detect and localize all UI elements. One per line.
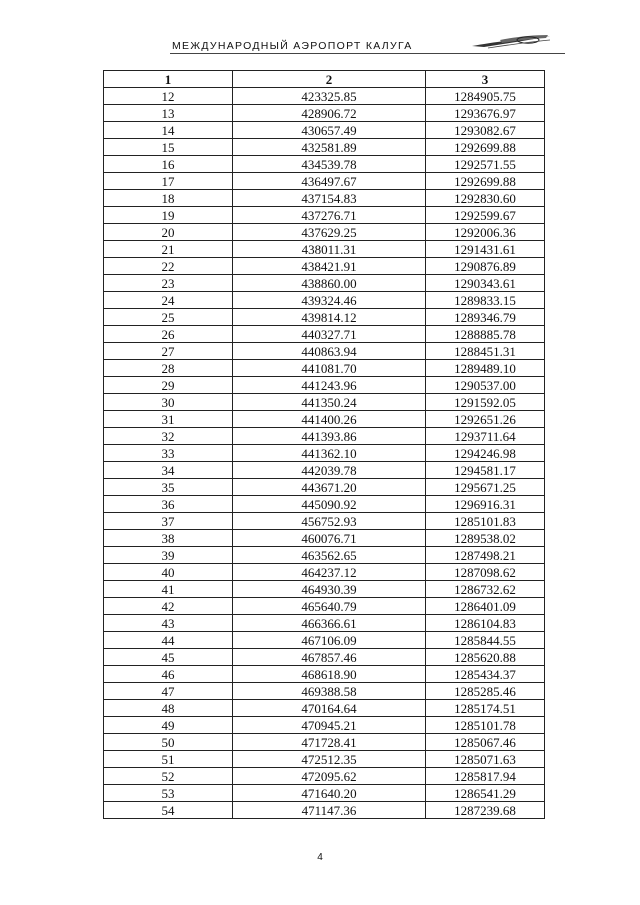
table-row [104,734,545,751]
table-cell: 1285174.51 [426,700,545,717]
table-cell: 32 [104,428,233,445]
table-cell: 1287498.21 [426,547,545,564]
table-cell: 468618.90 [233,666,426,683]
table-row [104,547,545,564]
table-cell: 20 [104,224,233,241]
table-cell: 1289538.02 [426,530,545,547]
table-row [104,768,545,785]
table-cell: 1293676.97 [426,105,545,122]
table-cell: 1288885.78 [426,326,545,343]
table-cell: 28 [104,360,233,377]
table-row [104,564,545,581]
table-cell: 1286541.29 [426,785,545,802]
table-cell: 1296916.31 [426,496,545,513]
table-row [104,139,545,156]
table-cell: 14 [104,122,233,139]
table-row [104,717,545,734]
table-cell: 1293082.67 [426,122,545,139]
table-cell: 464930.39 [233,581,426,598]
table-row [104,666,545,683]
table-cell: 456752.93 [233,513,426,530]
table-cell: 1285434.37 [426,666,545,683]
table-cell: 467857.46 [233,649,426,666]
header-title: МЕЖДУНАРОДНЫЙ АЭРОПОРТ КАЛУГА [172,40,413,52]
table-cell: 54 [104,802,233,819]
table-cell: 1287239.68 [426,802,545,819]
table-cell: 44 [104,632,233,649]
table-cell: 39 [104,547,233,564]
table-cell: 428906.72 [233,105,426,122]
table-cell: 1294246.98 [426,445,545,462]
table-row [104,377,545,394]
table-row [104,258,545,275]
table-row [104,326,545,343]
table-cell: 438011.31 [233,241,426,258]
table-cell: 441362.10 [233,445,426,462]
table-row [104,394,545,411]
table-cell: 1285067.46 [426,734,545,751]
table-cell: 1286104.83 [426,615,545,632]
table-row [104,207,545,224]
table-cell: 24 [104,292,233,309]
table-cell: 12 [104,88,233,105]
table-cell: 1290537.00 [426,377,545,394]
table-row [104,632,545,649]
table-cell: 33 [104,445,233,462]
table-cell: 1292830.60 [426,190,545,207]
table-cell: 15 [104,139,233,156]
table-row [104,88,545,105]
table-row [104,122,545,139]
table-row [104,343,545,360]
page-number: 4 [317,852,323,863]
table-cell: 38 [104,530,233,547]
table-row [104,581,545,598]
table-row [104,598,545,615]
table-cell: 53 [104,785,233,802]
table-row [104,190,545,207]
table-cell: 432581.89 [233,139,426,156]
table-row [104,785,545,802]
table-cell: 37 [104,513,233,530]
table-cell: 21 [104,241,233,258]
table-cell: 423325.85 [233,88,426,105]
table-cell: 1286732.62 [426,581,545,598]
table-cell: 437629.25 [233,224,426,241]
table-cell: 437154.83 [233,190,426,207]
table-cell: 45 [104,649,233,666]
table-cell: 36 [104,496,233,513]
table-cell: 440863.94 [233,343,426,360]
table-cell: 50 [104,734,233,751]
table-row [104,649,545,666]
table-cell: 460076.71 [233,530,426,547]
table-cell: 25 [104,309,233,326]
table-cell: 51 [104,751,233,768]
table-cell: 472512.35 [233,751,426,768]
table-cell: 19 [104,207,233,224]
table-cell: 470945.21 [233,717,426,734]
table-cell: 1292699.88 [426,173,545,190]
table-row [104,530,545,547]
table-cell: 464237.12 [233,564,426,581]
table-cell: 35 [104,479,233,496]
table-cell: 1291592.05 [426,394,545,411]
table-cell: 34 [104,462,233,479]
table-cell: 438421.91 [233,258,426,275]
table-row [104,275,545,292]
table-row [104,292,545,309]
table-cell: 30 [104,394,233,411]
table-cell: 43 [104,615,233,632]
table-cell: 48 [104,700,233,717]
table-cell: 1294581.17 [426,462,545,479]
table-body [104,88,545,819]
table-cell: 442039.78 [233,462,426,479]
table-cell: 13 [104,105,233,122]
table-cell: 445090.92 [233,496,426,513]
table-row [104,615,545,632]
table-cell: 1288451.31 [426,343,545,360]
table-cell: 1289346.79 [426,309,545,326]
table-row [104,479,545,496]
table-cell: 436497.67 [233,173,426,190]
table-cell: 466366.61 [233,615,426,632]
table-cell: 472095.62 [233,768,426,785]
table-row [104,105,545,122]
table-cell: 1290343.61 [426,275,545,292]
table-cell: 470164.64 [233,700,426,717]
table-cell: 1292599.67 [426,207,545,224]
table-cell: 29 [104,377,233,394]
table-cell: 441393.86 [233,428,426,445]
table-row [104,751,545,768]
table-cell: 1295671.25 [426,479,545,496]
table-row [104,309,545,326]
table-cell: 438860.00 [233,275,426,292]
table-cell: 441081.70 [233,360,426,377]
table-cell: 1285817.94 [426,768,545,785]
table-cell: 1285285.46 [426,683,545,700]
table-cell: 18 [104,190,233,207]
table-row [104,428,545,445]
table-cell: 463562.65 [233,547,426,564]
table-cell: 1292571.55 [426,156,545,173]
table-cell: 1289833.15 [426,292,545,309]
table-cell: 1285101.83 [426,513,545,530]
column-header: 1 [104,71,233,88]
table-cell: 27 [104,343,233,360]
table-cell: 1285844.55 [426,632,545,649]
table-cell: 439324.46 [233,292,426,309]
table-row [104,411,545,428]
table-cell: 16 [104,156,233,173]
table-cell: 430657.49 [233,122,426,139]
table-cell: 441350.24 [233,394,426,411]
table-row [104,224,545,241]
table-row [104,802,545,819]
table-cell: 440327.71 [233,326,426,343]
table-cell: 26 [104,326,233,343]
table-cell: 467106.09 [233,632,426,649]
table-row [104,683,545,700]
table-cell: 1286401.09 [426,598,545,615]
table-cell: 437276.71 [233,207,426,224]
table-cell: 1289489.10 [426,360,545,377]
table-cell: 443671.20 [233,479,426,496]
table-cell: 1287098.62 [426,564,545,581]
table-cell: 22 [104,258,233,275]
table-cell: 1291431.61 [426,241,545,258]
table-cell: 1292699.88 [426,139,545,156]
table-cell: 1285620.88 [426,649,545,666]
table-cell: 1290876.89 [426,258,545,275]
table-cell: 1293711.64 [426,428,545,445]
table-cell: 1284905.75 [426,88,545,105]
column-header: 3 [426,71,545,88]
table-row [104,445,545,462]
table-cell: 471728.41 [233,734,426,751]
table-row [104,700,545,717]
table-cell: 17 [104,173,233,190]
table-cell: 1285101.78 [426,717,545,734]
page-header [0,0,640,60]
table-cell: 469388.58 [233,683,426,700]
table-cell: 434539.78 [233,156,426,173]
table-cell: 47 [104,683,233,700]
table-cell: 46 [104,666,233,683]
table-cell: 471640.20 [233,785,426,802]
table-row [104,513,545,530]
table-cell: 1285071.63 [426,751,545,768]
table-row [104,360,545,377]
table-cell: 42 [104,598,233,615]
table-cell: 441400.26 [233,411,426,428]
column-header: 2 [233,71,426,88]
table-cell: 52 [104,768,233,785]
table-cell: 465640.79 [233,598,426,615]
table-cell: 40 [104,564,233,581]
header-divider [170,53,565,54]
table-cell: 441243.96 [233,377,426,394]
table-cell: 23 [104,275,233,292]
table-cell: 1292651.26 [426,411,545,428]
airplane-logo-icon [470,34,552,50]
table-cell: 41 [104,581,233,598]
coordinates-table [103,70,545,819]
table-cell: 1292006.36 [426,224,545,241]
table-row [104,462,545,479]
table-cell: 49 [104,717,233,734]
table-cell: 439814.12 [233,309,426,326]
table-row [104,156,545,173]
table-row [104,496,545,513]
table-row [104,173,545,190]
table-header-row [104,71,545,88]
table-cell: 471147.36 [233,802,426,819]
table-cell: 31 [104,411,233,428]
table-row [104,241,545,258]
